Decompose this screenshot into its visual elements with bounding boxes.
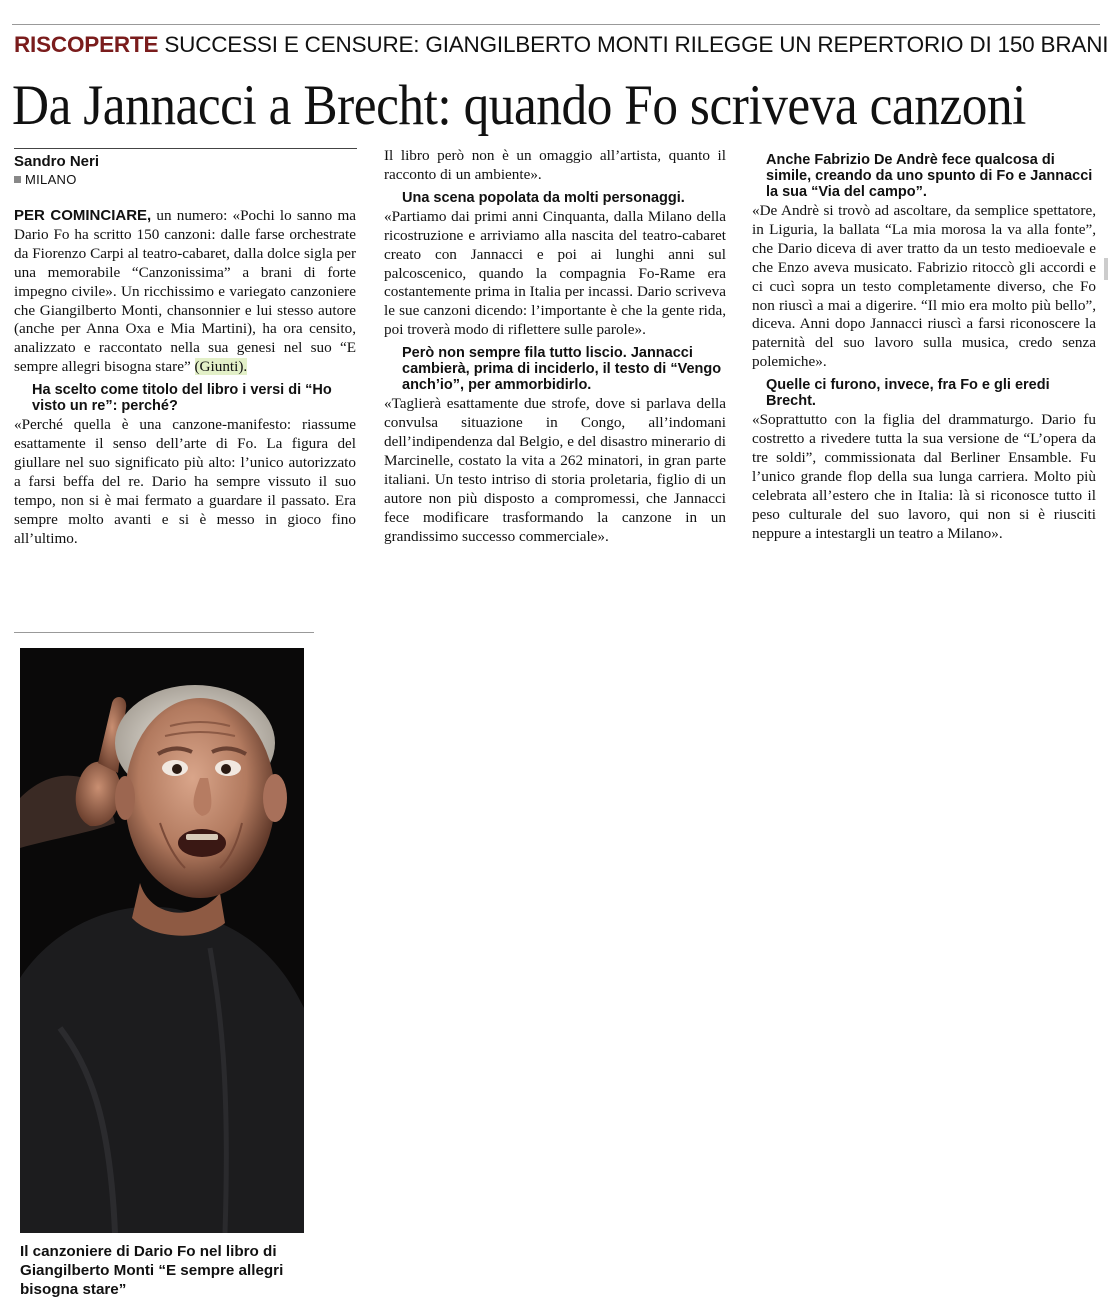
paragraph: Il libro però non è un omaggio all’artista, quanto il racconto di un ambiente». — [384, 147, 726, 183]
interview-question: Però non sempre fila tutto liscio. Jannacci cambierà, prima di inciderlo, il testo di “Vengo anch’io”, per ammorbidirlo. — [402, 345, 722, 394]
paragraph-text: un numero: «Pochi lo sanno ma Dario Fo ha scritto 150 canzoni: dalle farse orchestrate da Fiorenzo Carpi al teatro-cabaret, dalla dolce sigla per una memorabile “Canzonissima” a brani di forte impegno civile». Un ricchissimo e variegato canzoniere che Giangilberto Monti, chansonnier e lui stesso autore (anche per Anna Oxa e Mia Martini), ha ora censito, analizzato e raccontato nella sua genesi nel suo “E sempre allegri bisogna stare” — [14, 207, 356, 376]
column-end-rule — [14, 632, 314, 633]
kicker — [14, 32, 1109, 58]
edge-mark — [1104, 258, 1108, 280]
dateline-place: MILANO — [25, 172, 77, 187]
kicker-text: SUCCESSI E CENSURE: GIANGILBERTO MONTI RILEGGE UN REPERTORIO DI 150 BRANI — [164, 32, 1109, 57]
paragraph: «Soprattutto con la figlia del drammaturgo. Dario fu costretto a rivedere tutta la sua versione de “L’opera da tre soldi”, commissionata dal Berliner Ensamble. Fu l’unico grande flop della sua lunga carriera. Molto più celebrata all’estero che in Italia: là si riconosce tutto il peso culturale del suo lavoro, qui non si è riusciti neppure a intestargli un teatro a Milano». — [752, 411, 1096, 542]
dateline — [14, 172, 77, 187]
paragraph: «Perché quella è una canzone-manifesto: riassume esattamente il senso dell’arte di Fo. La figura del giullare nel suo significato più alto: l’unico autorizzato a farsi beffa del re. Dario ha sempre vissuto il suo tempo, non si è mai fermato a guardare il passato. Era sempre molto avanti e si è messo in gioco fino all’ultimo. — [14, 416, 356, 547]
interview-question: Una scena popolata da molti personaggi. — [402, 189, 685, 206]
column-2 — [384, 147, 726, 550]
byline-rule — [14, 148, 357, 149]
paragraph — [14, 207, 356, 377]
paragraph: «Partiamo dai primi anni Cinquanta, dalla Milano della ricostruzione e arriviamo alla nascita del teatro-cabaret creato con Jannacci e poi ai lunghi anni sul palcoscenico, quando la compagnia Fo-Rame era costantemente prima in Italia per incassi. Dario scriveva le sue canzoni dicendo: l’importante è che la gente rida, poi troverà modo di riflettere sulle parole». — [384, 207, 726, 339]
column-3 — [752, 152, 1096, 548]
kicker-section: RISCOPERTE — [14, 32, 159, 57]
lead-in: PER COMINCIARE, — [14, 207, 152, 224]
top-rule — [12, 24, 1100, 25]
interview-question: Ha scelto come titolo del libro i versi di “Ho visto un re”: perché? — [32, 382, 332, 415]
photo-caption: Il canzoniere di Dario Fo nel libro di Giangilberto Monti “E sempre allegri bisogna stare” — [20, 1243, 284, 1298]
paragraph: «Taglierà esattamente due strofe, dove si parlava della convulsa situazione in Congo, all’indomani dell’indipendenza dal Belgio, e del disastro minerario di Marcinelle, costato la vita a 262 minatori, in gran parte italiani. Un testo intriso di storia proletaria, figlio di un autore non più disposto a compromessi, che Jannacci fece modificare trasformando la canzone in un grandissimo successo commerciale». — [384, 395, 726, 545]
column-1 — [14, 207, 356, 553]
interview-question: Anche Fabrizio De Andrè fece qualcosa di simile, creando da uno spunto di Fo e Jannacci la sua “Via del campo”. — [766, 152, 1093, 200]
paragraph: «De Andrè si trovò ad ascoltare, da semplice spettatore, in Liguria, la ballata “La mia morosa la va alla fonte”, che Dario diceva di aver tratto da un testo medioevale e che Enzo aveva musicato. Fabrizio ritoccò gli accordi e ci cucì sopra un testo completamente diverso, che Fo non riuscì a mai a digerire. “Il mio era molto più bello”, diceva. Anni dopo Jannacci riuscì a farsi riconoscere la paternità del suo lavoro sulla musica, credo senza polemiche». — [752, 202, 1096, 371]
headline: Da Jannacci a Brecht: quando Fo scriveva canzoni — [12, 74, 1026, 137]
square-bullet-icon — [14, 176, 21, 183]
interview-question: Quelle ci furono, invece, fra Fo e gli eredi Brecht. — [766, 377, 1050, 410]
publisher-highlight: (Giunti). — [194, 358, 248, 376]
portrait-illustration — [20, 648, 304, 1233]
author: Sandro Neri — [14, 153, 100, 170]
portrait-photo — [20, 648, 304, 1233]
